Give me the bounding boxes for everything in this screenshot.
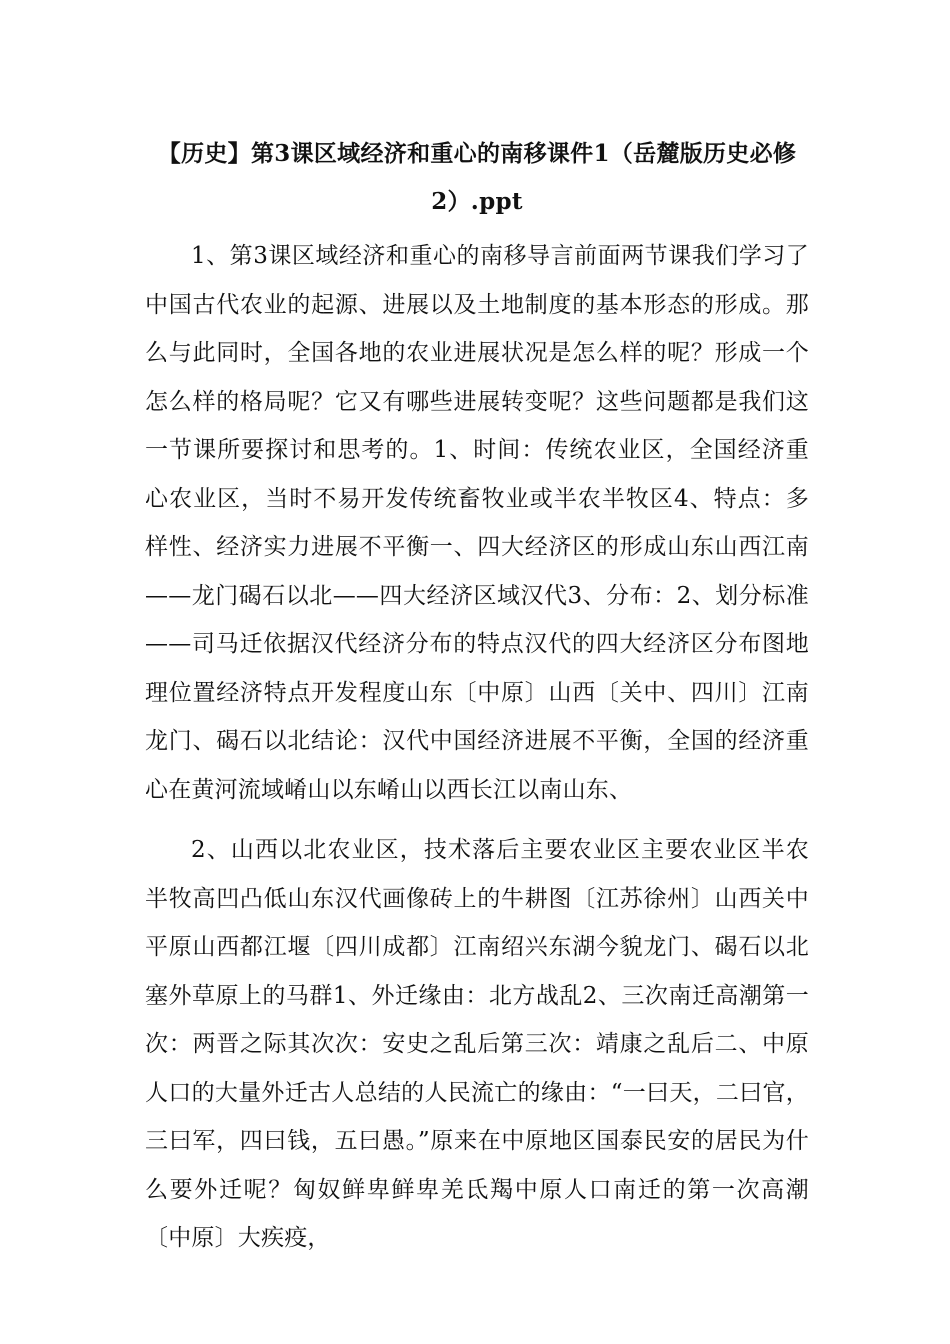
- paragraph-1: 1、第3课区域经济和重心的南移导言前面两节课我们学习了中国古代农业的起源、进展以及土地制度的基本形态的形成。那么与此同时，全国各地的农业进展状况是怎么样的呢？形成一个怎么样的格局呢？它又有哪些进展转变呢？这些问题都是我们这一节课所要探讨和思考的。1、时间：传统农业区，全国经济重心农业区，当时不易开发传统畜牧业或半农半牧区4、特点：多样性、经济实力进展不平衡一、四大经济区的形成山东山西江南——龙门碣石以北——四大经济区域汉代3、分布：2、划分标准——司马迁依据汉代经济分布的特点汉代的四大经济区分布图地理位置经济特点开发程度山东〔中原〕山西〔关中、四川〕江南龙门、碣石以北结论：汉代中国经济进展不平衡，全国的经济重心在黄河流域崤山以东崤山以西长江以南山东、: [145, 243, 809, 803]
- paragraph-2: 2、山西以北农业区，技术落后主要农业区主要农业区半农半牧高凹凸低山东汉代画像砖上的牛耕图〔江苏徐州〕山西关中平原山西都江堰〔四川成都〕江南绍兴东湖今貌龙门、碣石以北塞外草原上的马群1、外迁缘由：北方战乱2、三次南迁高潮第一次：两晋之际其次次：安史之乱后第三次：靖康之乱后二、中原人口的大量外迁古人总结的人民流亡的缘由：“一曰天，二曰官，三曰军，四曰钱，五曰愚。”原来在中原地区国泰民安的居民为什么要外迁呢？匈奴鲜卑鲜卑羌氐羯中原人口南迁的第一次高潮〔中原〕大疾疫，: [145, 837, 809, 1251]
- document-title: 【历史】第3课区域经济和重心的南移课件1（岳麓版历史必修2）.ppt: [157, 140, 797, 215]
